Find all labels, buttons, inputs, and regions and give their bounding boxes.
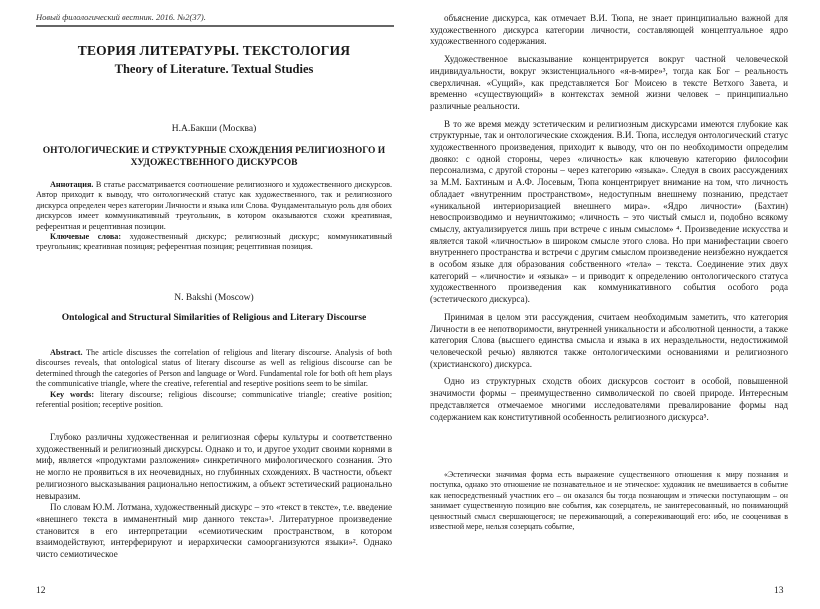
author-en: N. Bakshi (Moscow) [174,293,254,303]
body-left-paragraph-2: По словам Ю.М. Лотмана, художественный дискурс – это «текст в тексте», т.е. введение «внешнего текста в имманентный мир данного текста»¹. Литературное произведение становится в его интерпретации «семиотическим пространством, в котором взаимодействуют, интерферируют и иерархически самоорганизуются языки»². Однако чисто семиотическое [36,502,392,560]
body-left-paragraph-1: Глубоко различны художественная и религиозная сферы культуры и соответственно художественный и религиозный дискурсы. Однако и то, и другое уходит своими корнями в миф, является «продуктами разложения» синкретичного мифологического сознания. Это не могло не проявиться в их неочевидных, но глубинных схождениях. В частности, объект религиозного высказывания рационально непостижим, а объект эстетический рационально невыразим. [36,432,392,501]
quote-paragraph: «Эстетически значимая форма есть выражение существенного отношения к миру познания и поступка, однако это отношение не познавательное и не этическое: художник не вмешивается в событие как непосредственный участник его – он оказался бы тогда познающим и этически поступающим – он занимает существенную позицию вне события, как созерцатель, не заинтересованный, но понимающий ценностный смысл свершающегося; не переживающий, а сопереживающий его: ибо, не сооценивая в известной мере, нельзя созерцать событие, [430,470,788,532]
page-number-left: 12 [36,586,46,596]
abstract-ru [36,180,392,253]
body-right-paragraph-4: Принимая в целом эти рассуждения, считаем необходимым заметить, что категория Личности в ее непотворимости, внутренней уникальности и абсолютной ценности, а также категория Слова (высшего единства смысла и языка в их нераздельности, недостижимой человеческой речью) являются также онтологическими основаниями и религиозного (христианского) дискурса. [430,311,788,369]
keywords-en-label: Key words: [50,389,95,399]
body-right-paragraph-1: объяснение дискурса, как отмечает В.И. Тюпа, не знает принципиально важной для художественного дискурса категории личности, составляющей концептуальное ядро художественного содержания. [430,13,788,47]
body-right-paragraph-2: Художественное высказывание концентрируется вокруг частной человеческой индивидуальности, вокруг экзистенциального «я-в-мире»³, тогда как Бог – реальность сверхличная. «Сущий», как представляется Бог Моисею в тексте Ветхого Завета, и временно «существующий» в контекстах земной жизни человек – принципиально различные реальности. [430,54,788,111]
section-title-ru: ТЕОРИЯ ЛИТЕРАТУРЫ. ТЕКСТОЛОГИЯ [77,43,351,58]
keywords-ru-label: Ключевые слова: [50,232,122,242]
abstract-en-label: Abstract. [50,348,83,357]
abstract-ru-text: В статье рассматривается соотношение религиозного и художественного дискурсов. Автор приходит к выводу, что онтологический статус как художественного, так и религиозного дискурса определен через категории Личности и языка или Слова. Фундаментальную роль для обоих дискурсов имеет коммуникативный треугольник, в котором оказываются схожи креативная, референтная и рецептивная позиции. [36,180,393,231]
abstract-en-paragraph [36,348,392,390]
body-right-paragraph-3: В то же время между эстетическим и религиозным дискурсами имеются глубокие как структурные, так и онтологические схождения. В.И. Тюпа, исследуя онтологический статус художественного произведения, приходит к выводу, что он по необходимости определим двояко: с одной стороны, через «личность» как ключевую категорию философии персонализма, с другой стороны – через категорию «языка». Следуя в своих рассуждениях за М.М. Бахтиным и А.Ф. Лосевым, Тюпа концентрирует внимание на том, что личность обладает «внутренним пространством», недоступным внешнему познанию, предстает «уникальной интериоризацией внешнего мира». «Ядро личности» (Бахтин) невоспроизводимо и неуничтожимо; «личность – это чистый смысл и, подобно всякому смыслу, актуализируется лишь при встрече с иным смыслом» ⁴. Произведение искусства и является такой «личностью» в широком смысле этого слова. Но при манифестации своего внутреннего пространства и встречи с другим смыслом произведение неизбежно нуждается в особом языке для образования собственного «тела» – текста. Соединение этих двух категорий – «личности» и «языка» – и приводит к определению онтологического статуса художественного произведения как коммуникативного события особого рода (эстетического дискурса). [430,118,788,305]
section-title-en: Theory of Literature. Textual Studies [114,62,314,76]
author-ru: Н.А.Бакши (Москва) [171,124,257,134]
abstract-en [36,348,392,410]
abstract-ru-paragraph [36,180,392,232]
quote-block [430,470,788,532]
journal-header: Новый филологический вестник. 2016. №2(37). [36,12,206,22]
keywords-ru-text: художественный дискурс; религиозный дискурс; коммуникативный треугольник; креативная позиция; референтная позиция; рецептивная позиция. [36,232,392,252]
keywords-ru-paragraph [36,232,392,253]
page-number-right: 13 [774,586,784,596]
article-title-ru: ОНТОЛОГИЧЕСКИЕ И СТРУКТУРНЫЕ СХОЖДЕНИЯ РЕЛИГИОЗНОГО И ХУДОЖЕСТВЕННОГО ДИСКУРСОВ [42,146,386,168]
right-page [410,0,820,609]
body-left [36,432,392,561]
keywords-en-text: literary discourse; religious discourse; communicative triangle; creative position; referential position; receptive position. [36,389,393,410]
abstract-ru-label: Аннотация. [50,180,94,189]
body-right-paragraph-5: Одно из структурных сходств обоих дискурсов состоит в особой, повышенной значимости формы – преимущественно символической по своей природе. Интересным представляется отмечаемое многими исследователями превалирование формы над содержанием как конститутивной особенность религиозного дискурса⁵. [430,376,788,422]
keywords-en-paragraph [36,390,392,411]
header-rule [36,25,394,27]
article-title-en: Ontological and Structural Similarities of Religious and Literary Discourse [61,313,367,323]
abstract-en-text: The article discusses the correlation of religious and literary discourse. Analysis of both discourses reveals, that ontological status of literary discourse as well as religious discourse can be determined through the categories of Person and language or Word. Fundamental role for both oft hem plays the communicative triangle, where the creative, referential and reseptive positions seem to be similar. [36,348,392,389]
body-right [430,13,788,429]
